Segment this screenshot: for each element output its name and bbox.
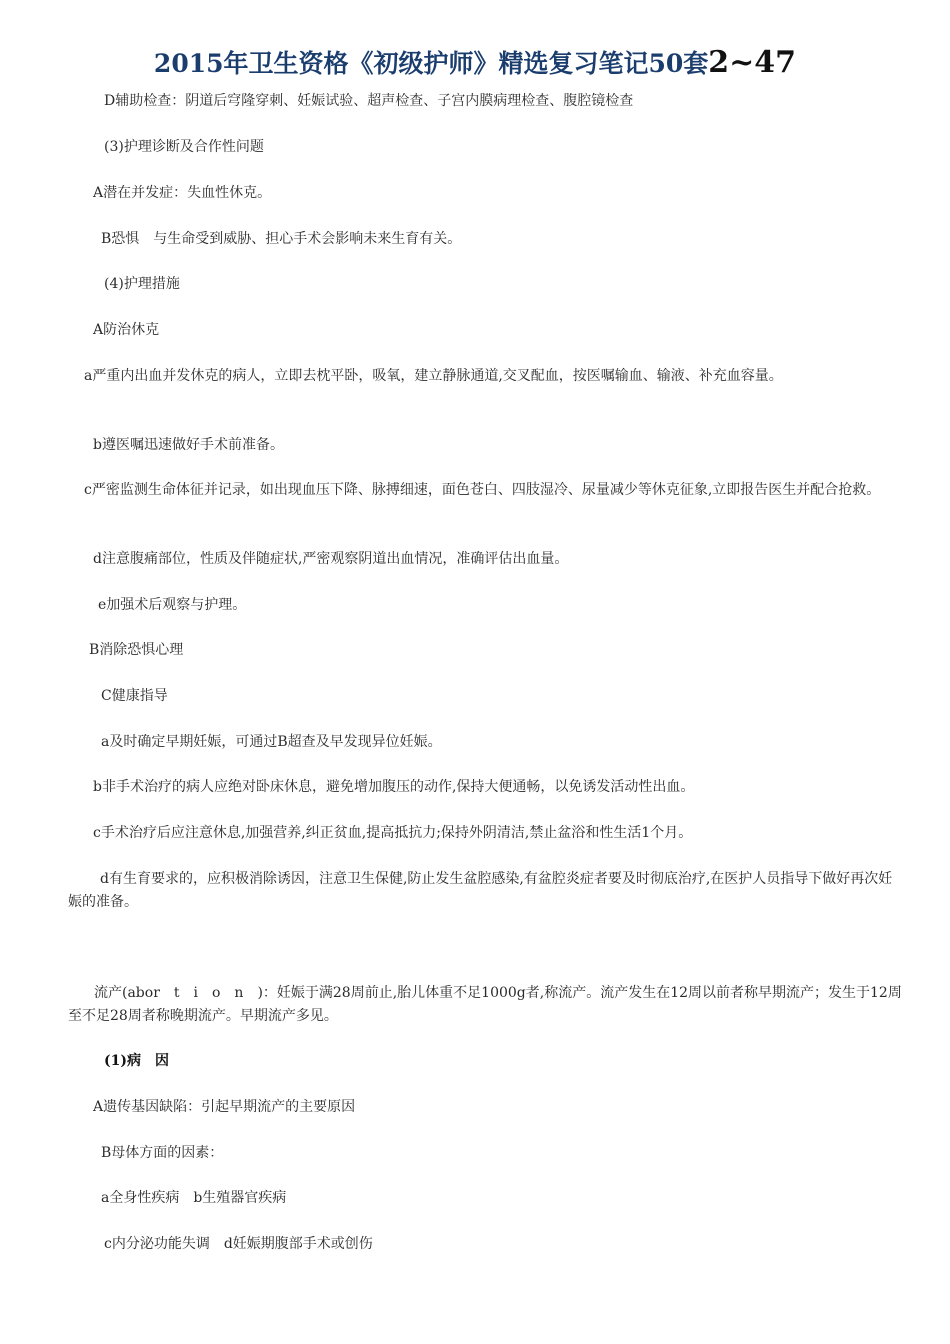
paragraph-guidance-a: a及时确定早期妊娠，可通过B超查及早发现异位妊娠。 [101,734,442,750]
paragraph-abortion-definition: 流产(abor t i o n )：妊娠于满28周前止,胎儿体重不足1000g者,称流产。流产发生在12周以前者称早期流产；发生于12周至不足28周者称晚期流产。早期流产多见。 [68,985,902,1024]
paragraph-auxiliary-exams: D辅助检查：阴道后穹隆穿刺、妊娠试验、超声检查、子宫内膜病理检查、腹腔镜检查 [104,93,634,109]
paragraph-relieve-fear: B消除恐惧心理 [89,642,184,658]
paragraph-complication: A潜在并发症：失血性休克。 [93,185,272,201]
paragraph-shock-b: b遵医嘱迅速做好手术前准备。 [93,437,284,453]
paragraph-health-guidance: C健康指导 [101,688,168,704]
title-main: 2015年卫生资格《初级护师》精选复习笔记50套 [153,49,709,78]
paragraph-shock-e: e加强术后观察与护理。 [98,597,247,613]
paragraph-guidance-b: b非手术治疗的病人应绝对卧床休息，避免增加腹压的动作,保持大便通畅，以免诱发活动性出血。 [93,779,695,795]
paragraph-fear: B恐惧 与生命受到威胁、担心手术会影响未来生育有关。 [101,231,462,247]
paragraph-guidance-d: d有生育要求的，应积极消除诱因，注意卫生保健,防止发生盆腔感染,有盆腔炎症者要及时彻底治疗,在医护人员指导下做好再次妊娠的准备。 [68,871,893,910]
paragraph-shock-a: a严重内出血并发休克的病人，立即去枕平卧，吸氧，建立静脉通道,交叉配血，按医嘱输血、输液、补充血容量。 [84,368,783,384]
paragraph-shock-prevention: A防治休克 [93,322,160,338]
paragraph-shock-c: c严密监测生命体征并记录，如出现血压下降、脉搏细速，面色苍白、四肢湿冷、尿量减少等休克征象,立即报告医生并配合抢救。 [84,482,881,498]
paragraph-maternal-a-b: a全身性疾病 b生殖器官疾病 [101,1190,287,1206]
paragraph-genetic-defect: A遗传基因缺陷：引起早期流产的主要原因 [93,1099,356,1115]
paragraph-shock-d: d注意腹痛部位，性质及伴随症状,严密观察阴道出血情况，准确评估出血量。 [93,551,569,567]
paragraph-guidance-c: c手术治疗后应注意休息,加强营养,纠正贫血,提高抵抗力;保持外阴清洁,禁止盆浴和性生活1个月。 [93,825,693,841]
paragraph-nursing-diagnosis-heading: (3)护理诊断及合作性问题 [104,139,264,155]
paragraph-maternal-c-d: c内分泌功能失调 d妊娠期腹部手术或创伤 [104,1236,373,1252]
paragraph-maternal-factors: B母体方面的因素： [101,1145,224,1161]
title-suffix: 2~47 [708,45,797,80]
document-title [0,46,950,81]
paragraph-etiology-heading: (1)病 因 [104,1053,169,1069]
paragraph-nursing-measures-heading: (4)护理措施 [104,276,180,292]
